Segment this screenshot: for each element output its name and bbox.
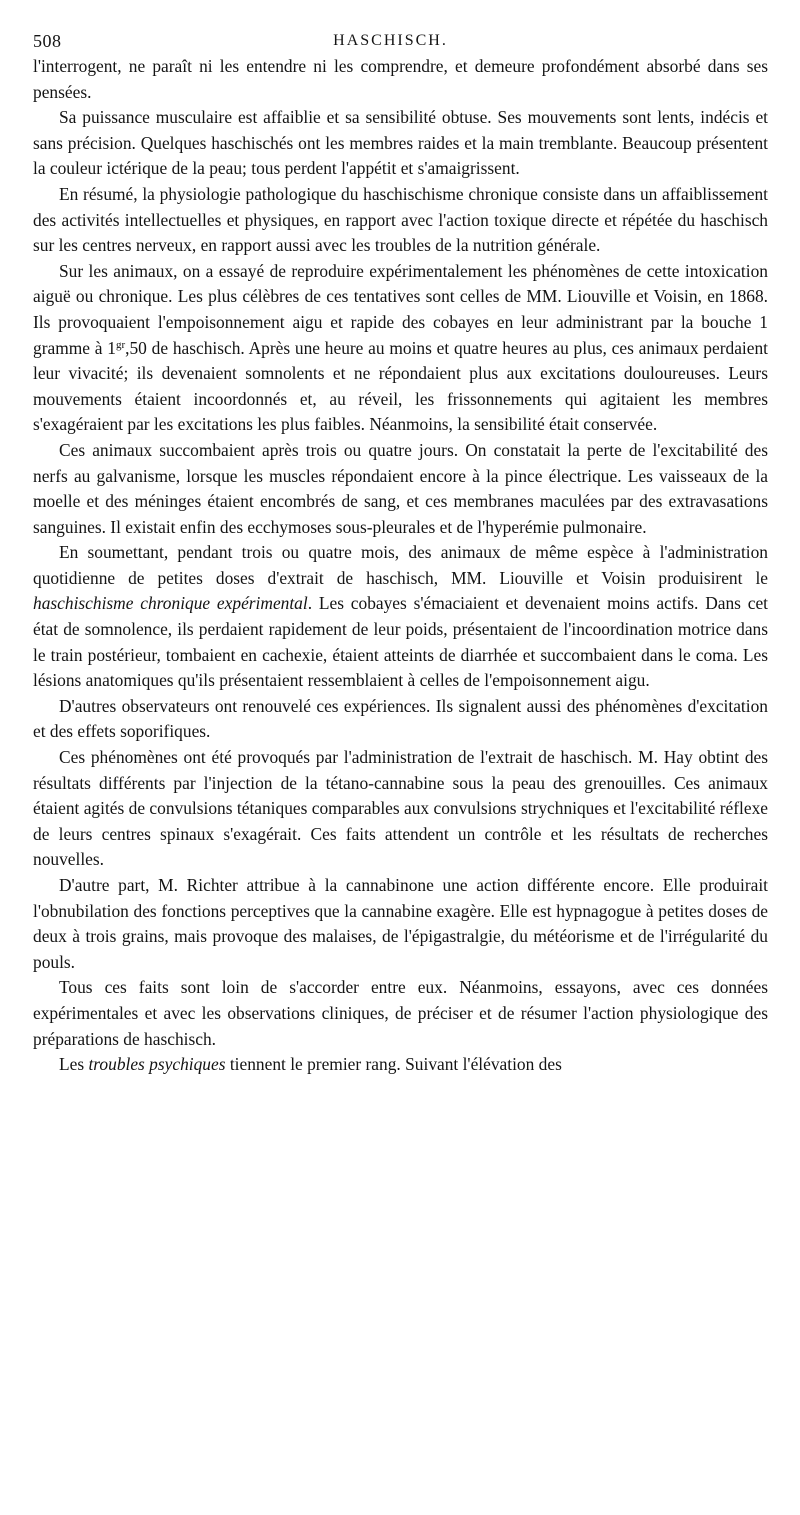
page-header — [33, 30, 768, 52]
book-page — [33, 30, 768, 1078]
running-title: HASCHISCH. — [333, 32, 448, 49]
page-number: 508 — [33, 31, 62, 51]
paragraph-continuation: l'interrogent, ne paraît ni les entendre ni les comprendre, et demeure profondément absorbé dans ses pensées. — [33, 56, 768, 102]
paragraph-muscular-strength: Sa puissance musculaire est affaiblie et sa sensibilité obtuse. Ses mouvements sont lents, indécis et sans précision. Quelques haschischés ont les membres raides et la main tremblante. Beaucoup présentent la couleur ictérique de la peau; tous perdent l'appétit et s'amaigrissent. — [33, 107, 768, 179]
paragraph-richter: D'autre part, M. Richter attribue à la cannabinone une action différente encore. Elle produirait l'obnubilation des fonctions perceptives que la cannabine exagère. Elle est hypnagogue à petites doses de deux à trois grains, mais provoque des malaises, de l'épigastralgie, du météorisme et de l'irrégularité du pouls. — [33, 875, 768, 972]
paragraph-conclusion: Tous ces faits sont loin de s'accorder entre eux. Néanmoins, essayons, avec ces données expérimentales et avec les observations cliniques, de préciser et de résumer l'action physiologique des préparations de haschisch. — [33, 977, 768, 1049]
paragraph-animal-experiments: Sur les animaux, on a essayé de reproduire expérimentalement les phénomènes de cette intoxication aiguë ou chronique. Les plus célèbres de ces tentatives sont celles de MM. Liouville et Voisin, en 1868. Ils provoquaient l'empoisonnement aigu et rapide des cobayes en leur administrant par la bouche 1 gramme à $1^{gr},50$ de haschisch. Après une heure au moins et quatre heures au plus, ces animaux perdaient leur vivacité; ils devenaient somnolents et ne répondaient plus aux excitations douloureuses. Leurs mouvements étaient incoordonnés et, au réveil, les frissonnements qui agitaient les membres s'exagéraient par les excitations les plus faibles. Néanmoins, la sensibilité était conservée. — [33, 260, 769, 435]
superscript-gram: gr — [115, 338, 126, 351]
paragraph-chronic-experimental: En soumettant, pendant trois ou quatre mois, des animaux de même espèce à l'administration quotidienne de petites doses d'extrait de haschisch, MM. Liouville et Voisin produisirent le haschischisme chronique expérimental. Les cobayes s'émaciaient et devenaient moins actifs. Dans cet état de somnolence, ils perdaient rapidement de leur poids, présentaient de l'incoordination motrice dans le train postérieur, tombaient en cachexie, étaient atteints de diarrhée et succombaient dans le coma. Les lésions anatomiques qu'ils présentaient ressemblaient à celles de l'empoisonnement aigu. — [33, 542, 768, 691]
paragraph-summary: En résumé, la physiologie pathologique du haschischisme chronique consiste dans un affaiblissement des activités intellectuelles et physiques, en rapport avec l'action toxique directe et répétée du haschisch sur les centres nerveux, en rapport aussi avec les troubles de la nutrition générale. — [33, 183, 768, 256]
paragraph-psychic-troubles: Les troubles psychiques tiennent le premier rang. Suivant l'élévation des — [59, 1054, 562, 1075]
paragraph-animal-deaths: Ces animaux succombaient après trois ou quatre jours. On constatait la perte de l'excitabilité des nerfs au galvanisme, lorsque les muscles répondaient encore à la pince électrique. Les vaisseaux de la moelle et des méninges étaient encombrés de sang, et ces membranes maculées par des extravasations sanguines. Il existait enfin des ecchymoses sous-pleurales et de l'hyperémie pulmonaire. — [33, 439, 768, 537]
body-text — [33, 54, 768, 1078]
paragraph-hay-experiments: Ces phénomènes ont été provoqués par l'administration de l'extrait de haschisch. M. Hay obtint des résultats différents par l'injection de la tétano-cannabine sous la peau des grenouilles. Ces animaux étaient agités de convulsions tétaniques comparables aux convulsions strychniques et l'excitabilité réflexe de leurs centres spinaux s'exagérait. Ces faits attendent un contrôle et les résultats de recherches nouvelles. — [33, 747, 768, 870]
italic-term: troubles psychiques — [88, 1054, 226, 1075]
paragraph-other-observers: D'autres observateurs ont renouvelé ces expériences. Ils signalent aussi des phénomènes d'excitation et des effets soporifiques. — [33, 695, 768, 742]
italic-term: haschischisme chronique expérimental — [33, 593, 308, 614]
